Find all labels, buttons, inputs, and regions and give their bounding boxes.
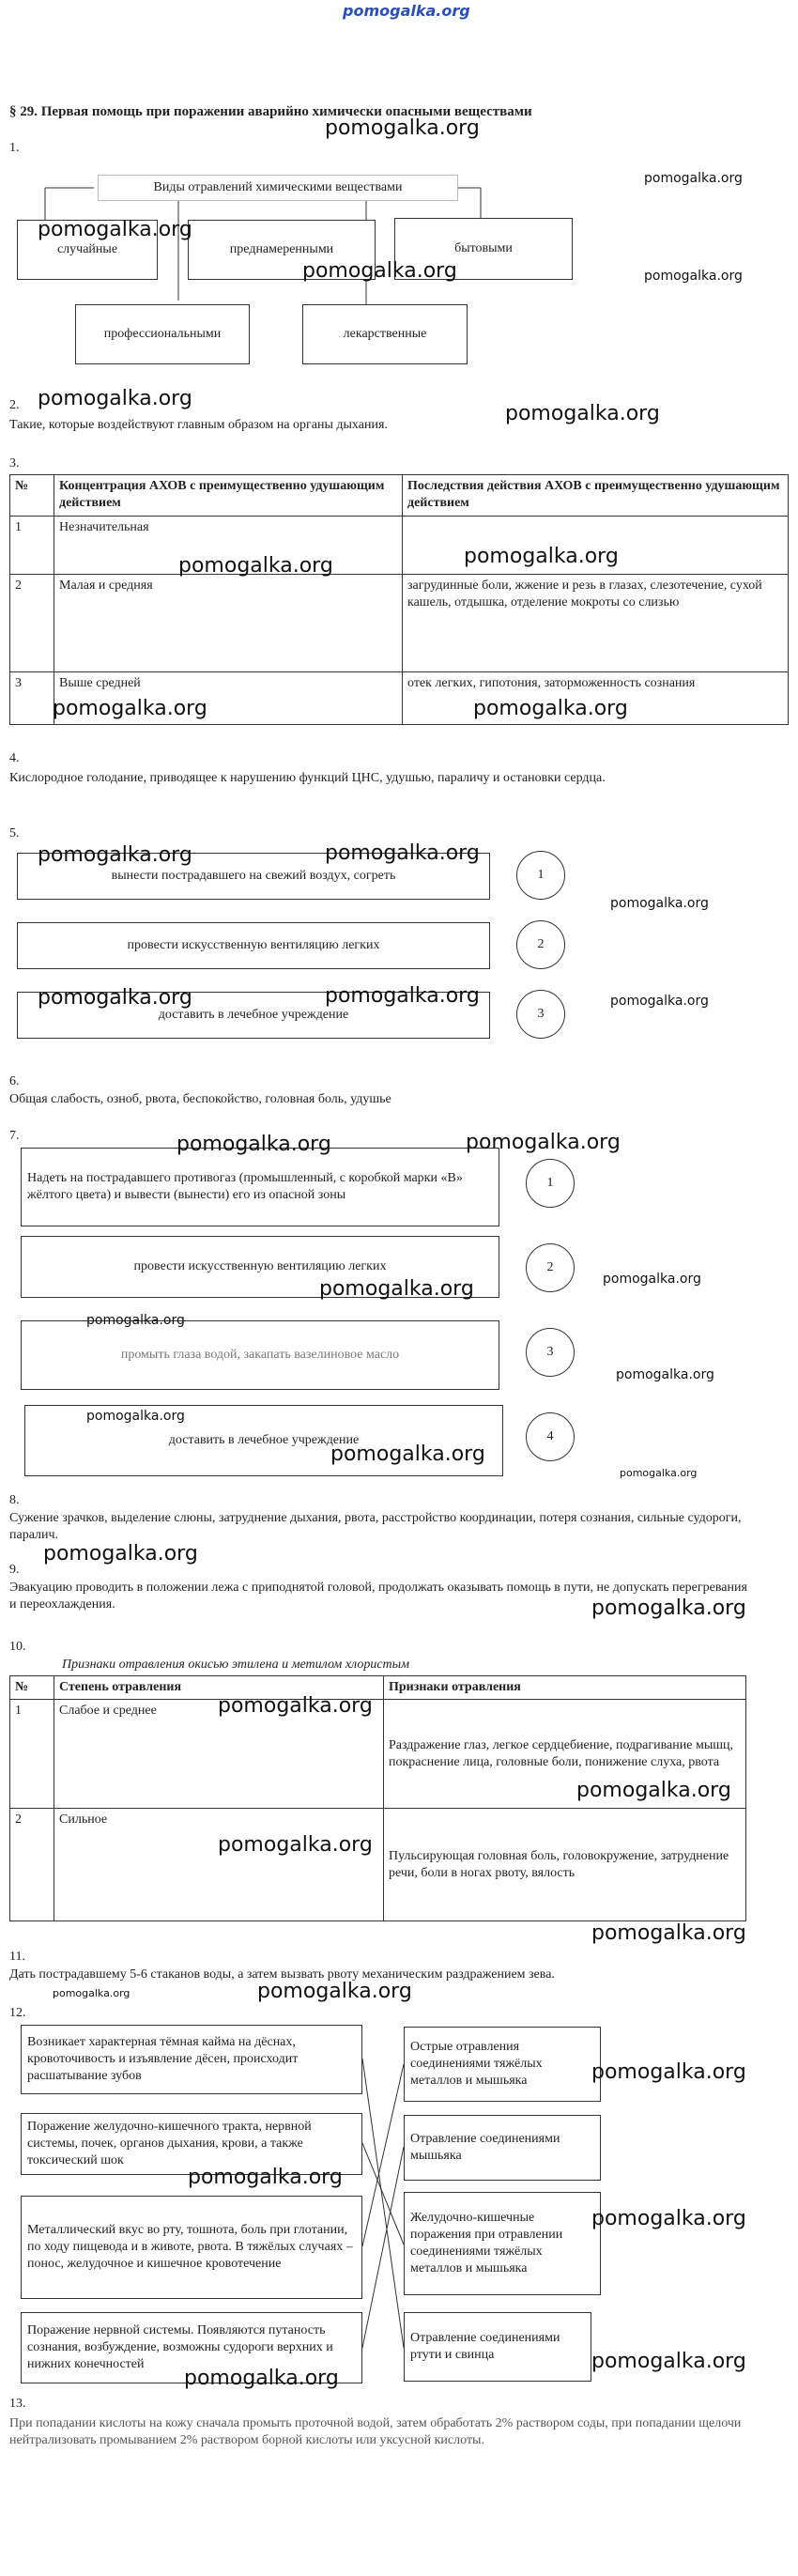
q12-number: 12. (9, 2006, 26, 2020)
watermark: pomogalka.org (319, 1277, 474, 1301)
q10-row1-num: 1 (10, 1700, 54, 1809)
watermark: pomogalka.org (86, 1313, 185, 1328)
watermark: pomogalka.org (176, 1133, 331, 1156)
q7-step-2: провести искусственную вентиляцию легких (21, 1236, 499, 1298)
q10-header-num: № (10, 1676, 54, 1700)
q5-step-2: провести искусственную вентиляцию легких (17, 922, 490, 969)
q12-right-4: Отравление соединениями ртути и свинца (404, 2312, 591, 2382)
q7-step-3: промыть глаза водой, закапать вазелиновое масло (21, 1320, 499, 1390)
q5-order-2: 2 (516, 920, 565, 969)
q5-order-1: 1 (516, 851, 565, 900)
q1-item-accidental: случайные (17, 220, 158, 280)
watermark: pomogalka.org (620, 1467, 698, 1479)
watermark: pomogalka.org (218, 1694, 373, 1718)
q7-step-4: доставить в лечебное учреждение (24, 1405, 503, 1476)
q3-header-consequences: Последствия действия АХОВ с преимущественно удушающим действием (403, 475, 789, 517)
q12-right-2: Отравление соединениями мышьяка (404, 2115, 601, 2181)
watermark: pomogalka.org (178, 554, 333, 578)
site-logo[interactable]: pomogalka.org (343, 2, 470, 20)
watermark: pomogalka.org (591, 1921, 746, 1945)
watermark: pomogalka.org (330, 1442, 485, 1466)
q3-row1-concentration: Незначительная (54, 517, 403, 575)
watermark: pomogalka.org (325, 841, 480, 865)
watermark: pomogalka.org (466, 1131, 621, 1154)
watermark: pomogalka.org (38, 218, 192, 241)
watermark: pomogalka.org (184, 2367, 339, 2390)
q10-number: 10. (9, 1640, 26, 1654)
watermark: pomogalka.org (38, 986, 192, 1010)
q1-number: 1. (9, 141, 20, 155)
q7-order-2: 2 (526, 1243, 575, 1292)
watermark: pomogalka.org (302, 259, 457, 283)
q5-step-3: доставить в лечебное учреждение (17, 992, 490, 1039)
watermark: pomogalka.org (505, 402, 660, 425)
watermark: pomogalka.org (257, 1980, 412, 2003)
q5-number: 5. (9, 826, 20, 841)
q7-order-1: 1 (526, 1159, 575, 1208)
q12-right-1: Острые отравления соединениями тяжёлых металлов и мышьяка (404, 2027, 601, 2102)
q5-step-1: вынести пострадавшего на свежий воздух, согреть (17, 853, 490, 900)
q3-row1-num: 1 (10, 517, 54, 575)
q3-row3-concentration: Выше средней (54, 672, 403, 725)
q1-item-professional: профессиональными (75, 304, 250, 364)
watermark: pomogalka.org (610, 994, 709, 1009)
watermark: pomogalka.org (591, 2207, 746, 2230)
q7-order-4: 4 (526, 1412, 575, 1461)
watermark: pomogalka.org (325, 116, 480, 140)
q13-answer: При попадании кислоты на кожу сначала промыть проточной водой, затем обработать 2% раствором соды, при попадании щелочи нейтрализовать промыванием 2% раствором борной кислоты или уксусной кислоты. (9, 2416, 742, 2447)
q10-header-signs: Признаки отравления (384, 1676, 746, 1700)
watermark: pomogalka.org (603, 1272, 701, 1287)
watermark: pomogalka.org (644, 269, 743, 284)
q3-row3-consequences: отек легких, гипотония, заторможенность сознания (403, 672, 789, 725)
q11-number: 11. (9, 1950, 25, 1964)
q8-answer: Сужение зрачков, выделение слюны, затруднение дыхания, рвота, расстройство координации, потеря сознания, сильные судороги, паралич. (9, 1511, 742, 1542)
q10-row2-signs: Пульсирующая головная боль, головокружение, затруднение речи, боли в ногах рвоту, вялость (384, 1809, 746, 1921)
q1-root-box: Виды отравлений химическими веществами (98, 175, 458, 201)
watermark: pomogalka.org (43, 1542, 198, 1566)
watermark: pomogalka.org (616, 1367, 714, 1382)
q5-order-3: 3 (516, 990, 565, 1039)
watermark: pomogalka.org (218, 1833, 373, 1857)
q10-row1-degree: Слабое и среднее (54, 1700, 384, 1809)
watermark: pomogalka.org (591, 2060, 746, 2084)
watermark: pomogalka.org (610, 896, 709, 911)
watermark: pomogalka.org (188, 2166, 343, 2189)
page-title: § 29. Первая помощь при поражении аварийно химически опасными веществами (9, 104, 532, 119)
q10-row1-signs: Раздражение глаз, легкое сердцебиение, подрагивание мышц, покраснение лица, головные боли, понижение слуха, рвота (384, 1700, 746, 1809)
q1-item-medicinal: лекарственные (302, 304, 468, 364)
q10-header-degree: Степень отравления (54, 1676, 384, 1700)
q2-number: 2. (9, 398, 20, 412)
watermark: pomogalka.org (464, 545, 619, 568)
watermark: pomogalka.org (53, 697, 207, 720)
q11-answer: Дать пострадавшему 5-6 стаканов воды, а затем вызвать рвоту механическим раздражением зева. (9, 1967, 555, 1982)
q8-number: 8. (9, 1493, 20, 1507)
q10-row2-num: 2 (10, 1809, 54, 1921)
q7-step-1: Надеть на пострадавшего противогаз (промышленный, с коробкой марки «В» жёлтого цвета) и вывести (вынести) его из опасной зоны (21, 1148, 499, 1226)
q12-left-3: Металлический вкус во рту, тошнота, боль при глотании, по ходу пищевода и в животе, рвота. В тяжёлых случаях – понос, желудочное и кишечное кровотечение (21, 2196, 362, 2299)
q1-item-intentional: преднамеренными (188, 220, 376, 280)
q7-number: 7. (9, 1129, 20, 1143)
q3-row2-consequences: загрудинные боли, жжение и резь в глазах, слезотечение, сухой кашель, отдышка, отделение мокроты со слизью (403, 575, 789, 672)
q12-left-2: Поражение желудочно-кишечного тракта, нервной системы, почек, органов дыхания, крови, а также токсический шок (21, 2113, 362, 2175)
watermark: pomogalka.org (38, 843, 192, 867)
q2-answer: Такие, которые воздействуют главным образом на органы дыхания. (9, 418, 388, 432)
q1-item-household: бытовыми (394, 218, 573, 280)
q6-number: 6. (9, 1074, 20, 1088)
q10-caption: Признаки отравления окисью этилена и метилом хлористым (62, 1658, 410, 1672)
watermark: pomogalka.org (576, 1779, 731, 1802)
q3-row2-concentration: Малая и средняя (54, 575, 403, 672)
q12-right-3: Желудочно-кишечные поражения при отравлении соединениями тяжёлых металлов и мышьяка (404, 2192, 601, 2295)
watermark: pomogalka.org (53, 1987, 130, 1999)
q9-answer: Эвакуацию проводить в положении лежа с приподнятой головой, продолжать оказывать помощь в пути, не допускать перегревания и переохлаждения. (9, 1581, 747, 1612)
q10-row2-degree: Сильное (54, 1809, 384, 1921)
q3-row2-num: 2 (10, 575, 54, 672)
q4-answer: Кислородное голодание, приводящее к нарушению функций ЦНС, удушью, параличу и остановки сердца. (9, 771, 606, 785)
q13-number: 13. (9, 2397, 26, 2411)
q6-answer: Общая слабость, озноб, рвота, беспокойство, головная боль, удушье (9, 1092, 391, 1106)
q3-row3-num: 3 (10, 672, 54, 725)
q3-header-num: № (10, 475, 54, 517)
q4-number: 4. (9, 751, 20, 765)
watermark: pomogalka.org (473, 697, 628, 720)
q12-left-1: Возникает характерная тёмная кайма на дёснах, кровоточивость и изъявление дёсен, происходит расшатывание зубов (21, 2025, 362, 2094)
watermark: pomogalka.org (86, 1409, 185, 1424)
q12-left-4: Поражение нервной системы. Появляются путаность сознания, возбуждение, возможны судороги верхних и нижних конечностей (21, 2312, 362, 2383)
q3-number: 3. (9, 456, 20, 470)
q3-header-concentration: Концентрация АХОВ с преимущественно удушающим действием (54, 475, 403, 517)
watermark: pomogalka.org (325, 984, 480, 1008)
q7-order-3: 3 (526, 1328, 575, 1377)
watermark: pomogalka.org (644, 171, 743, 186)
watermark: pomogalka.org (591, 1597, 746, 1620)
watermark: pomogalka.org (591, 2350, 746, 2373)
watermark: pomogalka.org (38, 387, 192, 410)
q9-number: 9. (9, 1563, 20, 1577)
